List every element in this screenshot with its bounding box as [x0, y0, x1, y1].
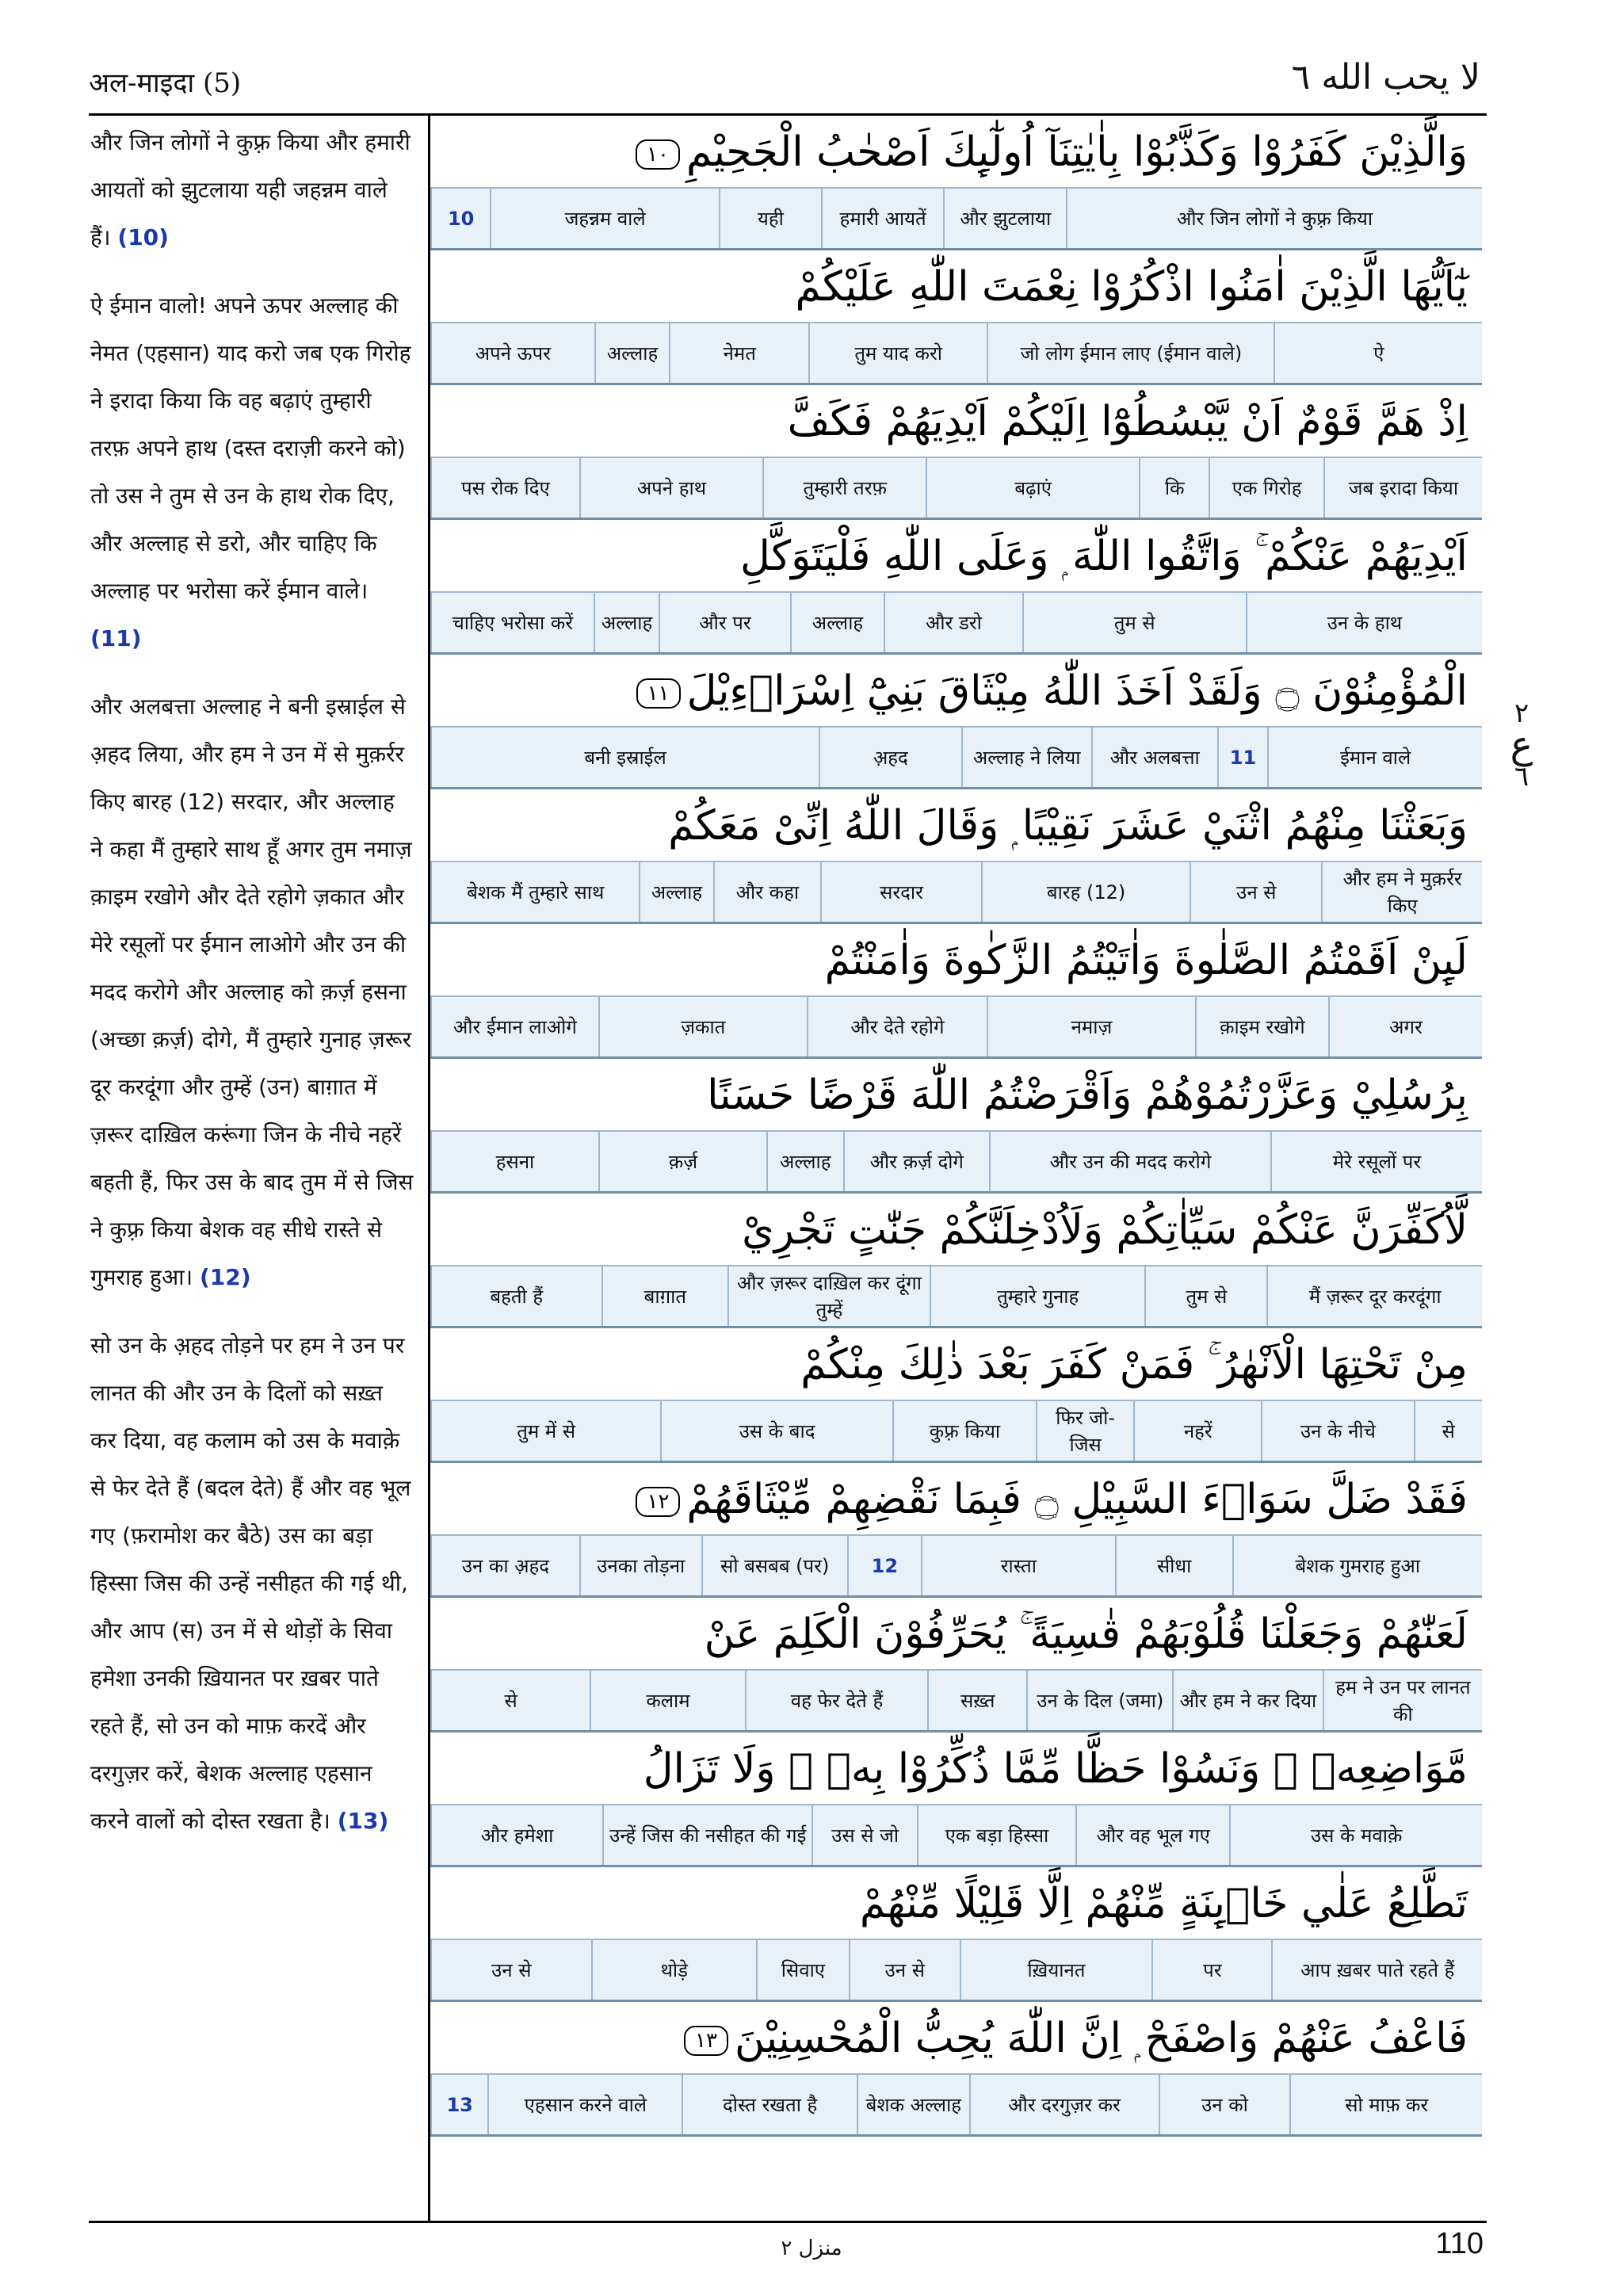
arabic-text: مَّوَاضِعِهٖ ۙ وَنَسُوْا حَظًّا مِّمَّا ذُكِّرُوْا بِهٖ ۚ وَلَا تَزَالُ [643, 1745, 1468, 1793]
word-meaning-cell: बाग़ात [601, 1266, 728, 1326]
word-meaning-row [430, 1805, 1482, 1867]
word-meaning-cell: अल्लाह [766, 1132, 843, 1191]
word-meaning-cell: सिवाए [756, 1940, 849, 2000]
verse-number-cell: 13 [430, 2075, 487, 2134]
arabic-line [430, 116, 1482, 189]
word-meaning-row [430, 1536, 1482, 1598]
ayah-number-marker: ١٠ [636, 139, 680, 170]
word-meaning-cell: दोस्त रखता है [682, 2075, 857, 2134]
surah-name-header: अल-माइदा (5) [89, 67, 242, 99]
arabic-line [430, 250, 1482, 323]
arabic-text: فَقَدْ ضَلَّ سَوَاۗءَ السَّبِيْلِ ۝ فَبِمَا نَقْضِهِمْ مِّيْثَاقَهُمْ [686, 1476, 1468, 1523]
word-meaning-row [430, 1940, 1482, 2002]
word-meaning-cell: बारह (12) [981, 862, 1190, 922]
word-meaning-row [430, 189, 1482, 250]
word-meaning-cell: ख़ियानत [960, 1940, 1152, 2000]
word-meaning-cell: अल्लाह [639, 862, 712, 922]
word-meaning-cell: और अलबत्ता [1091, 728, 1217, 787]
word-meaning-cell: और देते रहोगे [807, 997, 987, 1056]
arabic-line [430, 385, 1482, 458]
ayah-number-marker: ١٢ [636, 1487, 680, 1517]
word-meaning-cell: सीधा [1115, 1536, 1232, 1595]
word-meaning-cell: क़ाइम रखोगे [1195, 997, 1328, 1056]
word-meaning-cell: उस के बाद [660, 1401, 892, 1461]
word-meaning-cell: और ज़रूर दाख़िल कर दूंगा तुम्हें [727, 1266, 930, 1326]
word-meaning-cell: बेशक मैं तुम्हारे साथ [430, 862, 639, 922]
word-meaning-cell: तुम्हारी तरफ़ [762, 458, 926, 518]
word-meaning-row [430, 1132, 1482, 1194]
arabic-text: مِنْ تَحْتِهَا الْاَنْهٰرُ ۚ فَمَنْ كَفَرَ بَعْدَ ذٰلِكَ مِنْكُمْ [800, 1341, 1468, 1389]
arabic-text: يٰٓاَيُّهَا الَّذِيْنَ اٰمَنُوا اذْكُرُوْا نِعْمَتَ اللّٰهِ عَلَيْكُمْ [795, 263, 1468, 311]
word-meaning-cell: थोड़े [591, 1940, 756, 2000]
word-meaning-cell: मेरे रसूलों पर [1270, 1132, 1482, 1191]
word-meaning-cell: और क़र्ज़ दोगे [843, 1132, 990, 1191]
translation-paragraph: और अलबत्ता अल्लाह ने बनी इस्राईल से अ़हद लिया, और हम ने उन में से मुक़र्रर किए बारह (12) सरदार, और अल्लाह ने कहा मैं तुम्हारे साथ हूँ अगर तुम नमाज़ क़ाइम रखोगे और देते रहोगे ज़कात और मेरे रसूलों पर ईमान लाओगे और उन की मदद करोगे और अल्लाह को क़र्ज़ हसना (अच्छा क़र्ज़) दोगे, मैं तुम्हारे गुनाह ज़रूर दूर करदूंगा और तुम्हें (उन) बाग़ात में ज़रूर दाख़िल करूंगा जिन के नीचे नहरें बहती हैं, फिर उस के बाद तुम में से जिस ने कुफ़्र किया बेशक वह सीधे रास्ते से गुमराह हुआ। (12) [90, 693, 414, 1290]
word-meaning-cell: नहरें [1133, 1401, 1261, 1461]
word-meaning-cell: बढ़ाएं [926, 458, 1138, 518]
word-meaning-cell: फिर जो-जिस [1036, 1401, 1133, 1461]
word-meaning-cell: और हम ने कर दिया [1172, 1671, 1323, 1730]
word-meaning-cell: उन के दिल (जमा) [1026, 1671, 1172, 1730]
word-meaning-row [430, 593, 1482, 655]
word-meaning-cell: और हमेशा [430, 1805, 602, 1865]
arabic-text: فَاعْفُ عَنْهُمْ وَاصْفَحْ ۭ اِنَّ اللّٰهَ يُحِبُّ الْمُحْسِنِيْنَ [734, 2015, 1468, 2062]
word-meaning-row [430, 728, 1482, 789]
word-meaning-cell: पस रोक दिए [430, 458, 579, 518]
word-meaning-cell: सख़्त [927, 1671, 1026, 1730]
word-meaning-cell: रास्ता [921, 1536, 1115, 1595]
word-meaning-row [430, 862, 1482, 924]
translation-column [90, 119, 414, 1845]
word-meaning-cell: उन से [1190, 862, 1321, 922]
word-meaning-cell: जब इरादा किया [1323, 458, 1482, 518]
arabic-line [430, 789, 1482, 862]
word-meaning-cell: वह फेर देते हैं [745, 1671, 928, 1730]
word-meaning-row [430, 1266, 1482, 1328]
word-meaning-cell: अल्लाह ने लिया [961, 728, 1091, 787]
word-meaning-cell: ज़कात [598, 997, 807, 1056]
word-meaning-row [430, 458, 1482, 520]
word-meaning-cell: तुम से [1022, 593, 1246, 652]
word-meaning-cell: सो बसबब (पर) [701, 1536, 847, 1595]
word-meaning-row [430, 1401, 1482, 1463]
page-number: 110 [1435, 2227, 1484, 2260]
word-meaning-cell: हसना [430, 1132, 598, 1191]
word-meaning-cell: से [430, 1671, 590, 1730]
word-meaning-cell: जहन्नम वाले [490, 189, 719, 248]
arabic-line [430, 1328, 1482, 1401]
arabic-text: الْمُؤْمِنُوْنَ ۝ وَلَقَدْ اَخَذَ اللّٰهُ مِيْثَاقَ بَنِيْٓ اِسْرَاۗءِيْلَ [686, 667, 1468, 715]
word-meaning-cell: और डरो [884, 593, 1022, 652]
arabic-line [430, 2002, 1482, 2075]
word-meaning-cell: और झुटलाया [943, 189, 1066, 248]
arabic-text: لَّاُكَفِّرَنَّ عَنْكُمْ سَيِّاٰتِكُمْ وَلَاُدْخِلَنَّكُمْ جَنّٰتٍ تَجْرِيْ [742, 1206, 1468, 1254]
word-meaning-cell: चाहिए भरोसा करें [430, 593, 594, 652]
word-meaning-cell: ऐ [1274, 323, 1482, 383]
word-meaning-cell: ईमान वाले [1267, 728, 1482, 787]
word-meaning-cell: बेशक गुमराह हुआ [1232, 1536, 1482, 1595]
word-by-word-grid [430, 116, 1482, 2137]
word-meaning-cell: तुम में से [430, 1401, 660, 1461]
word-meaning-cell: अल्लाह [790, 593, 884, 652]
word-meaning-cell: सो माफ़ कर [1289, 2075, 1482, 2134]
arabic-line [430, 1194, 1482, 1266]
word-meaning-cell: और हम ने मुक़र्रर किए [1321, 862, 1482, 922]
word-meaning-cell: बेशक अल्लाह [857, 2075, 969, 2134]
word-meaning-cell: अपने हाथ [579, 458, 762, 518]
word-meaning-cell: उन के नीचे [1261, 1401, 1413, 1461]
word-meaning-cell: कुफ़्र किया [892, 1401, 1036, 1461]
arabic-line [430, 655, 1482, 728]
ayah-number-marker: ١٣ [684, 2026, 728, 2056]
arabic-text: وَالَّذِيْنَ كَفَرُوْا وَكَذَّبُوْا بِاٰيٰتِنَآ اُولٰٓىِٕكَ اَصْحٰبُ الْجَحِيْمِ [685, 128, 1468, 176]
word-meaning-cell: तुम याद करो [808, 323, 987, 383]
juz-name-header: لا يحب الله ٦ [1291, 57, 1480, 97]
manzil-label: منزل ٢ [781, 2237, 842, 2260]
word-meaning-cell: आप ख़बर पाते रहते हैं [1271, 1940, 1482, 2000]
translation-paragraph: ऐ ईमान वालो! अपने ऊपर अल्लाह की नेमत (एहसान) याद करो जब एक गिरोह ने इरादा किया कि वह बढ़ाएं तुम्हारी तरफ़ अपने हाथ (दस्त दराज़ी करने को) तो उस ने तुम से उन के हाथ रोक दिए, और अल्लाह से डरो, और चाहिए कि अल्लाह पर भरोसा करें ईमान वाले। (11) [90, 292, 411, 651]
word-meaning-cell: नमाज़ [987, 997, 1195, 1056]
word-meaning-cell: पर [1151, 1940, 1271, 2000]
word-meaning-cell: उन से [849, 1940, 960, 2000]
word-meaning-cell: उस से जो [812, 1805, 916, 1865]
word-meaning-cell: उन से [430, 1940, 591, 2000]
arabic-text: بِرُسُلِيْ وَعَزَّرْتُمُوْهُمْ وَاَقْرَضْتُمُ اللّٰهَ قَرْضًا حَسَنًا [707, 1072, 1468, 1119]
ayah-number-marker: ١١ [636, 678, 681, 709]
arabic-text: لَعَنّٰهُمْ وَجَعَلْنَا قُلُوْبَهُمْ قٰسِيَةً ۚ يُحَرِّفُوْنَ الْكَلِمَ عَنْ [704, 1610, 1468, 1658]
word-meaning-row [430, 997, 1482, 1059]
word-meaning-cell: हमारी आयतें [821, 189, 944, 248]
word-meaning-cell: यही [719, 189, 821, 248]
word-meaning-cell: उस के मवाक़े [1229, 1805, 1482, 1865]
word-meaning-cell: और दरगुज़र कर [969, 2075, 1159, 2134]
word-meaning-cell: एक गिरोह [1209, 458, 1323, 518]
word-meaning-cell: नेमत [669, 323, 808, 383]
bottom-rule [89, 2221, 1487, 2223]
word-meaning-cell: अ़हद [819, 728, 961, 787]
translation-paragraph: और जिन लोगों ने कुफ़्र किया और हमारी आयतों को झुटलाया यही जहन्नम वाले हैं। (10) [90, 129, 411, 250]
word-meaning-cell: बहती हैं [430, 1266, 601, 1326]
word-meaning-cell: हम ने उन पर लानत की [1323, 1671, 1482, 1730]
arabic-line [430, 520, 1482, 593]
verse-number-cell: 11 [1217, 728, 1268, 787]
word-meaning-cell: अपने ऊपर [430, 323, 594, 383]
arabic-line [430, 1463, 1482, 1536]
word-meaning-cell: एहसान करने वाले [487, 2075, 682, 2134]
word-meaning-cell: क़र्ज़ [598, 1132, 766, 1191]
word-meaning-row [430, 1671, 1482, 1733]
word-meaning-cell: और उन की मदद करोगे [989, 1132, 1270, 1191]
word-meaning-cell: तुम्हारे गुनाह [930, 1266, 1145, 1326]
word-meaning-cell: बनी इस्राईल [430, 728, 819, 787]
arabic-line [430, 1867, 1482, 1940]
word-meaning-cell: और वह भूल गए [1075, 1805, 1229, 1865]
verse-number-cell: 12 [847, 1536, 921, 1595]
word-meaning-cell: तुम से [1144, 1266, 1266, 1326]
word-meaning-cell: कलाम [590, 1671, 744, 1730]
arabic-text: اَيْدِيَهُمْ عَنْكُمْ ۚ وَاتَّقُوا اللّٰهَ ۭ وَعَلَى اللّٰهِ فَلْيَتَوَكَّلِ [739, 533, 1468, 580]
word-meaning-cell: और पर [659, 593, 789, 652]
word-meaning-cell: अगर [1328, 997, 1482, 1056]
arabic-text: تَطَّلِعُ عَلٰي خَاۗىِٕنَةٍ مِّنْهُمْ اِلَّا قَلِيْلًا مِّنْهُمْ [859, 1880, 1468, 1927]
word-meaning-cell: उनका तोड़ना [579, 1536, 701, 1595]
arabic-text: لَىِٕنْ اَقَمْتُمُ الصَّلٰوةَ وَاٰتَيْتُمُ الزَّكٰوةَ وَاٰمَنْتُمْ [824, 937, 1468, 984]
word-meaning-cell: अल्लाह [594, 323, 670, 383]
arabic-line [430, 924, 1482, 997]
word-meaning-cell: उन को [1159, 2075, 1290, 2134]
arabic-line [430, 1059, 1482, 1132]
arabic-text: وَبَعَثْنَا مِنْهُمُ اثْنَيْ عَشَرَ نَقِيْبًا ۭ وَقَالَ اللّٰهُ اِنِّىْ مَعَكُمْ [668, 802, 1468, 850]
word-meaning-cell: एक बड़ा हिस्सा [917, 1805, 1075, 1865]
word-meaning-row [430, 323, 1482, 385]
word-meaning-cell: जो लोग ईमान लाए (ईमान वाले) [987, 323, 1274, 383]
verse-number-cell: 10 [430, 189, 490, 248]
word-meaning-cell: और कहा [713, 862, 821, 922]
word-meaning-cell: उन के हाथ [1246, 593, 1482, 652]
arabic-line [430, 1733, 1482, 1805]
word-meaning-cell: और जिन लोगों ने कुफ़्र किया [1066, 189, 1482, 248]
word-meaning-cell: सरदार [820, 862, 981, 922]
word-meaning-cell: अल्लाह [594, 593, 659, 652]
word-meaning-cell: कि [1139, 458, 1209, 518]
word-meaning-row [430, 2075, 1482, 2137]
word-meaning-cell: उन का अ़हद [430, 1536, 579, 1595]
word-meaning-cell: मैं ज़रूर दूर करदूंगा [1266, 1266, 1482, 1326]
word-meaning-cell: उन्हें जिस की नसीहत की गई [602, 1805, 812, 1865]
word-meaning-cell: और ईमान लाओगे [430, 997, 598, 1056]
ruku-marker: ٢ ع ٦ [1510, 697, 1533, 793]
translation-paragraph: सो उन के अ़हद तोड़ने पर हम ने उन पर लानत की और उन के दिलों को सख़्त कर दिया, वह कलाम को उस के मवाक़े से फेर देते हैं (बदल देते) हैं और वह भूल गए (फ़रामोश कर बैठे) उस का बड़ा हिस्सा जिस की उन्हें नसीहत की गई थी, और आप (स) उन में से थोड़ों के सिवा हमेशा उनकी ख़ियानत पर ख़बर पाते रहते हैं, सो उन को माफ़ करदें और दरगुज़र करें, बेशक अल्लाह एहसान करने वालों को दोस्त रखता है। (13) [90, 1332, 411, 1834]
word-meaning-cell: से [1414, 1401, 1482, 1461]
arabic-line [430, 1598, 1482, 1671]
arabic-text: اِذْ هَمَّ قَوْمٌ اَنْ يَّبْسُطُوْٓا اِلَيْكُمْ اَيْدِيَهُمْ فَكَفَّ [787, 398, 1468, 445]
